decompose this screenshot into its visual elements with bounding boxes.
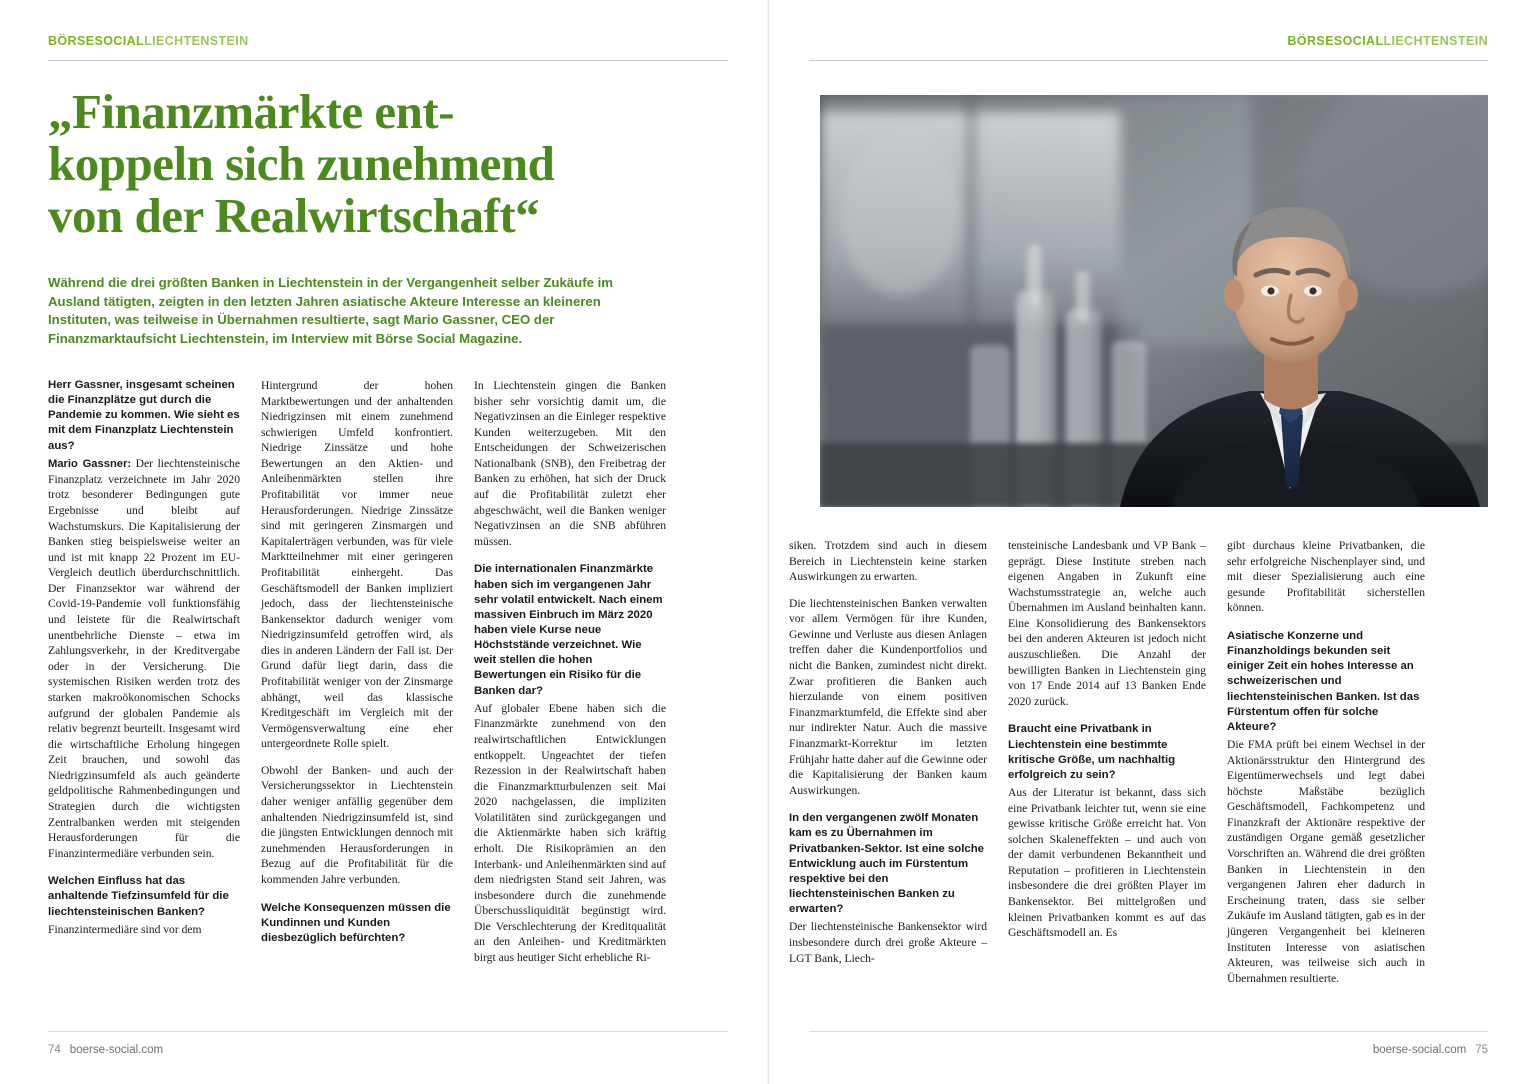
- footer-left: [48, 1044, 163, 1056]
- question-3: Welche Konsequenzen müssen die Kundinnen und Kunden diesbezüglich befürchten?: [261, 901, 451, 944]
- header-rule-right: [809, 60, 1488, 61]
- question-4: Die internationalen Finanzmärkte haben sich im vergangenen Jahr sehr volatil entwickelt. Nach einem massiven Einbruch im März 2020 haben viele Kurse neue Höchststände verzeichnet. Wie weit stellen die hohen Bewertungen ein Risiko für die Banken dar?: [474, 563, 663, 697]
- body-columns-left: [48, 378, 688, 966]
- answer-4-para2: Die liechtensteinischen Banken verwalten vor allem Vermögen für ihre Kunden, Gewinne und Verluste aus diesen Anlagen treffen daher die Kundenportfolios und nicht die Banken, zumindest nicht direkt. Zwar profitieren die Banken auch hierzulande von einem positiven Finanzmarktumfeld, die Effekte sind aber nur indirekter Natur. Auch die massive Finanzmarkt-Korrektur im letzten Frühjahr hatte daher auf die Gewinne oder die Kapitalisierung der Banken kaum Auswirkungen.: [789, 596, 987, 797]
- body-columns-right: [789, 538, 1489, 986]
- page-title: [48, 86, 688, 242]
- site-url-right: boerse-social.com: [1372, 1044, 1467, 1056]
- column-2: [261, 378, 453, 966]
- column-4: [789, 538, 987, 986]
- answer-5-cont: tensteinische Landesbank und VP Bank – geprägt. Diese Institute streben nach eigenen Angaben in Zukunft eine Wachstumsstrategie an, welche auch Übernahmen im Ausland beinhalten kann. Eine Konsolidierung des Bankensektors bei den anderen Akteuren ist jedoch nicht auszuschließen. Die Anzahl der bewilligten Banken in Liechtenstein ging von 17 Ende 2014 auf 13 Banken Ende 2020 zurück.: [1008, 539, 1206, 708]
- answer-3: In Liechtenstein gingen die Banken bisher sehr vorsichtig damit um, die Negativzinsen an die Einleger respektive Kunden weiterzugeben. Mit den Entscheidungen der Schweizerischen Nationalbank (SNB), den Freibetrag der Banken zu erhöhen, hat sich der Druck auf die Profitabilität zuletzt eher abgeschwächt, weil die Banken weniger Negativzinsen an die SNB abführen müssen.: [474, 379, 666, 548]
- headline-line-2: koppeln sich zunehmend: [48, 135, 555, 191]
- answer-1: [48, 456, 240, 862]
- answer-6: Aus der Literatur ist bekannt, dass sich eine Privatbank leichter tut, wenn sie eine gewisse kritische Größe erreicht hat. Von solchen Skaleneffekten – und auch von der damit verbundenen Bekanntheit und Reputation – profitieren in Liechtenstein insbesondere die drei größten Player im Bankensektor. Bei mittelgroßen und kleinen Privatbanken kommt es auf das Geschäftsmodell an. Es: [1008, 785, 1206, 940]
- page-number-left: 74: [48, 1044, 61, 1056]
- answer-1-text: Der liechtensteinische Finanzplatz verzeichnete im Jahr 2020 trotz besonderer Bedingungen gute Ergebnisse und bleibt auf Wachstumskurs. Die Kapitalisierung der Banken stieg beispielsweise weiter an und ist mit knapp 22 Prozent im EU-Vergleich deutlich überdurchschnittlich. Der Finanzsektor war während der Covid-19-Pandemie voll funktionsfähig und leistete für die Realwirtschaft unentbehrliche Dienste – etwa im Zahlungsverkehr, in der Kreditvergabe oder in der Versicherung. Die systemischen Risiken werden trotz des starken makroökonomischen Schocks aufgrund der globalen Pandemie als relativ begrenzt beurteilt. Insgesamt wird die wirtschaftliche Erholung hingegen Zeit brauchen, und sowohl das Niedrigzinsumfeld als auch geänderte geldpolitische Rahmenbedingungen und Strategien durch die wichtigsten Zentralbanken werden mit steigenden Herausforderungen für die Finanzintermediäre verbunden sein.: [48, 456, 241, 860]
- column-3: [474, 378, 666, 966]
- answer-7: Die FMA prüft bei einem Wechsel in der Aktionärsstruktur den Hintergrund des Eigentümerwechsels und legt dabei höchste Maßstäbe bezüglich Geschäftsmodell, Fachkompetenz und Finanzkraft der Aktionäre respektive der zuständigen Organe gemäß gesetzlicher Vorschriften an. Während die drei größten Banken in Liechtenstein in den vergangenen Jahren eher dadurch in Erscheinung traten, dass sie selber Zukäufe im Ausland tätigten, gab es in der jüngeren Vergangenheit bei kleineren Instituten Interesse von asiatischen Akteuren, was teilweise sich auch in Übernahmen resultierte.: [1227, 737, 1425, 985]
- answer-6-cont: gibt durchaus kleine Privatbanken, die sehr erfolgreiche Nischenplayer sind, und mit dieser Spezialisierung auch eine gesunde Profitabilität sicherstellen können.: [1227, 539, 1425, 615]
- portrait-photo: [820, 95, 1488, 507]
- question-5: In den vergangenen zwölf Monaten kam es zu Übernahmen im Privatbanken-Sektor. Ist eine solche Entwicklung auch im Fürstentum respektive bei den liechtensteinischen Banken zu erwarten?: [789, 812, 984, 916]
- standfirst: Während die drei größten Banken in Liechtenstein in der Vergangenheit selber Zukäufe im Ausland tätigten, zeigten in den letzten Jahren asiatische Akteure Interesse an kleineren Instituten, was teilweise in Übernahmen resultierte, sagt Mario Gassner, CEO der Finanzmarktaufsicht Liechtenstein, im Interview mit Börse Social Magazine.: [48, 275, 613, 347]
- column-6: [1227, 538, 1425, 986]
- answer-5: Der liechtensteinische Bankensektor wird insbesondere durch drei große Akteure – LGT Bank, Liech-: [789, 920, 987, 965]
- question-6: Braucht eine Privatbank in Liechtenstein eine bestimmte kritische Größe, um nachhaltig erfolgreich zu sein?: [1008, 723, 1176, 781]
- speaker-name: Mario Gassner:: [48, 457, 132, 470]
- answer-2-start: Finanzintermediäre sind vor dem: [48, 922, 202, 936]
- column-1: [48, 378, 240, 966]
- answer-2-cont: Hintergrund der hohen Marktbewertungen und der anhaltenden Niedrigzinsen mit einem zunehmend schwierigen Umfeld konfrontiert. Niedrige Zinssätze und hohe Bewertungen an den Aktien- und Anleihenmärkten stellen ihre Profitabilität vor immer neue Herausforderungen. Niedrige Zinssätze sind mit geringeren Zinsmargen und Kapitalerträgen verbunden, was für viele Marktteilnehmer mit einer geringeren Profitabilität einhergeht. Das Geschäftsmodell der Banken impliziert jedoch, dass der liechtensteinische Bankensektor dadurch weniger vom Niedrigzinsumfeld getroffen wird, als dies in anderen Ländern der Fall ist. Der Grund dafür liegt darin, dass die Profitabilität weniger von der Zinsmarge abhängt, weil das klassische Kreditgeschäft im Vergleich mit der Vermögensverwaltung eine eher untergeordnete Rolle spielt.: [261, 379, 453, 751]
- brand-primary: BÖRSESOCIAL: [48, 34, 145, 48]
- spread-gutter: [767, 0, 769, 1084]
- brand-secondary: LIECHTENSTEIN: [144, 34, 249, 48]
- footer-right: [1373, 1044, 1488, 1056]
- running-head-left: [48, 34, 249, 48]
- headline-line-1: „Finanzmärkte ent-: [48, 84, 455, 139]
- answer-2-para2: Obwohl der Banken- und auch der Versicherungssektor in Liechtenstein daher weniger anfällig gegenüber dem anhaltenden Niedrigzinsumfeld ist, sind die jüngsten Entwicklungen dennoch mit zunehmenden Herausforderungen in Bezug auf die Profitabilität für die kommenden Jahre verbunden.: [261, 763, 453, 886]
- brand-primary-right: BÖRSESOCIAL: [1287, 34, 1384, 48]
- headline-line-3: von der Realwirtschaft“: [48, 187, 540, 243]
- column-5: [1008, 538, 1206, 986]
- page-number-right: 75: [1475, 1044, 1488, 1056]
- answer-4: Auf globaler Ebene haben sich die Finanzmärkte zunehmend von den realwirtschaftlichen Entwicklungen entkoppelt. Ungeachtet der tiefen Rezession in der Realwirtschaft haben die Finanzmarktturbulenzen seit Mai 2020 nachgelassen, die impliziten Volatilitäten sind zurückgegangen und die Aktienmärkte haben sich kräftig erholt. Die Risikoprämien an den Interbank- und Anleihenmärkten sind auf dem niedrigsten Stand seit Jahren, was insbesondere durch die zunehmende Überschussliquidität begünstigt wird. Die Verschlechterung der Kreditqualität an den Anleihen- und Kreditmärkten birgt aus heutiger Sicht erhebliche Ri-: [474, 701, 666, 965]
- footer-rule-left: [48, 1031, 728, 1032]
- site-url-left: boerse-social.com: [69, 1044, 164, 1056]
- question-1: Herr Gassner, insgesamt scheinen die Finanzplätze gut durch die Pandemie zu kommen. Wie sieht es mit dem Finanzplatz Liechtenstein aus?: [48, 379, 240, 452]
- footer-rule-right: [809, 1031, 1488, 1032]
- header-rule-left: [48, 60, 728, 61]
- question-2: Welchen Einfluss hat das anhaltende Tiefzinsumfeld für die liechtensteinischen Banken?: [48, 875, 229, 918]
- answer-4-cont: siken. Trotzdem sind auch in diesem Bereich in Liechtenstein keine starken Auswirkungen zu erwarten.: [789, 539, 987, 584]
- running-head-right: [1287, 34, 1488, 48]
- question-7: Asiatische Konzerne und Finanzholdings bekunden seit einiger Zeit ein hohes Interesse an schweizerischen und liechtensteinischen Banken. Ist das Fürstentum offen für solche Akteure?: [1227, 629, 1420, 733]
- brand-secondary-right: LIECHTENSTEIN: [1383, 34, 1488, 48]
